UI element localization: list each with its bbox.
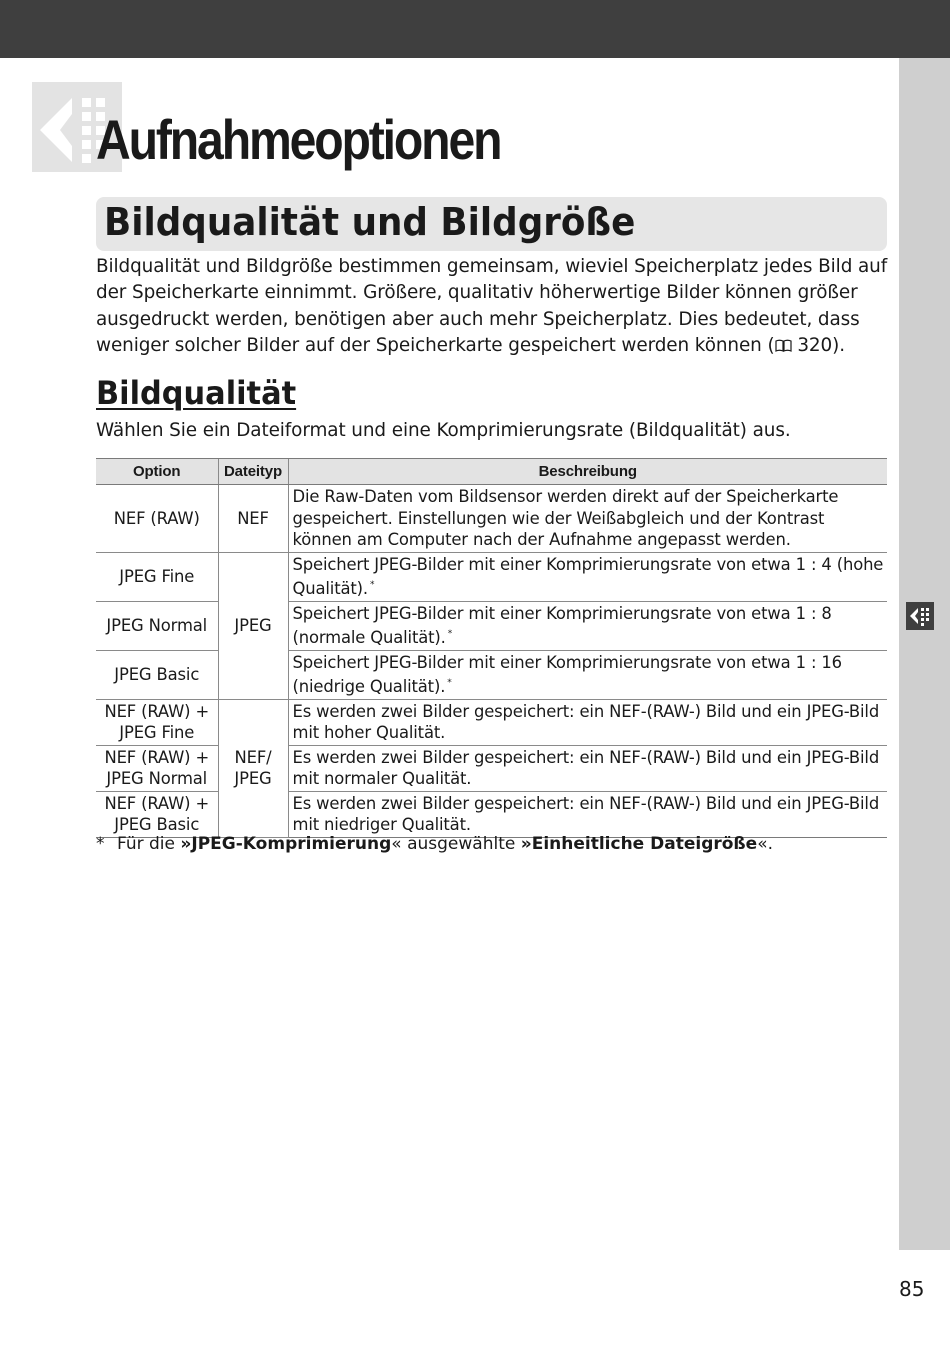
image-quality-table — [96, 458, 887, 838]
option-line: NEF (RAW) + — [104, 793, 210, 813]
option-cell — [96, 745, 218, 791]
footnote-menu-item: »JPEG-Komprimierung — [180, 834, 392, 854]
intro-text-end: ). — [832, 334, 845, 356]
table-row — [96, 552, 887, 601]
option-line: JPEG Normal — [106, 769, 208, 788]
option-cell: NEF (RAW) — [96, 485, 218, 553]
table-row — [96, 485, 887, 553]
table-footnote — [96, 832, 773, 856]
table-row — [96, 650, 887, 699]
description-cell — [288, 552, 887, 601]
page-number: 85 — [899, 1277, 925, 1301]
top-bar — [0, 0, 950, 58]
subsection-lead: Wählen Sie ein Dateiformat und eine Komprimierungsrate (Bildqualität) aus. — [96, 420, 791, 441]
footnote-mark: * — [447, 629, 453, 639]
option-line: JPEG Fine — [119, 723, 195, 742]
camera-menu-icon — [906, 602, 934, 630]
description-text: Speichert JPEG-Bilder mit einer Komprimierungsrate von etwa 1 : 4 (hohe Qualität). — [292, 554, 884, 598]
page-reference-link[interactable]: 320 — [797, 334, 833, 356]
filetype-line: NEF/ — [234, 747, 272, 767]
description-cell: Es werden zwei Bilder gespeichert: ein NEF-(RAW-) Bild und ein JPEG-Bild mit normaler Qualität. — [288, 745, 887, 791]
footnote-mark: * — [447, 678, 452, 688]
header-beschreibung: Beschreibung — [288, 459, 887, 485]
option-cell — [96, 791, 218, 837]
description-cell: Die Raw-Daten vom Bildsensor werden direkt auf der Speicherkarte gespeichert. Einstellungen wie der Weißabgleich und der Kontrast können am Computer nach der Aufnahme angepasst werden. — [288, 485, 887, 553]
footnote-text: «. — [757, 834, 773, 854]
table-row — [96, 745, 887, 791]
footnote-text: Für die — [117, 834, 181, 854]
description-text: Speichert JPEG-Bilder mit einer Komprimierungsrate von etwa 1 : 8 (normale Qualität). — [292, 603, 832, 647]
description-cell — [288, 650, 887, 699]
chapter-side-tab — [899, 58, 950, 1250]
description-cell — [288, 601, 887, 650]
table-row — [96, 699, 887, 745]
footnote-text: « ausgewählte — [391, 834, 521, 854]
header-dateityp: Dateityp — [218, 459, 288, 485]
table-row — [96, 601, 887, 650]
description-cell: Es werden zwei Bilder gespeichert: ein NEF-(RAW-) Bild und ein JPEG-Bild mit niedriger Qualität. — [288, 791, 887, 837]
filetype-line: JPEG — [234, 769, 272, 788]
description-text: Speichert JPEG-Bilder mit einer Komprimierungsrate von etwa 1 : 16 (niedrige Qualität). — [292, 652, 842, 696]
option-line: NEF (RAW) + — [104, 747, 210, 767]
description-cell: Es werden zwei Bilder gespeichert: ein NEF-(RAW-) Bild und ein JPEG-Bild mit hoher Qualität. — [288, 699, 887, 745]
filetype-cell — [218, 699, 288, 837]
intro-paragraph — [96, 254, 896, 359]
option-line: JPEG Basic — [114, 815, 200, 834]
option-cell: JPEG Fine — [96, 552, 218, 601]
table-header-row — [96, 459, 887, 485]
chapter-title: Aufnahmeoptionen — [96, 108, 501, 171]
filetype-cell: NEF — [218, 485, 288, 553]
footnote-asterisk: * — [96, 834, 105, 854]
header-option: Option — [96, 459, 218, 485]
option-cell: JPEG Normal — [96, 601, 218, 650]
intro-text: Bildqualität und Bildgröße bestimmen gemeinsam, wieviel Speicherplatz jedes Bild auf der Speicherkarte einnimmt. Größere, qualitativ höherwertige Bilder können größer ausgedruckt werden, benötigen aber auch mehr Speicherplatz. Dies bedeutet, dass weniger solcher Bilder auf der Speicherkarte gespeichert werden können ( — [96, 256, 888, 356]
book-icon[interactable] — [775, 335, 792, 356]
option-line: NEF (RAW) + — [104, 701, 210, 721]
filetype-cell: JPEG — [218, 552, 288, 699]
footnote-option: »Einheitliche Dateigröße — [520, 834, 758, 854]
option-cell — [96, 699, 218, 745]
option-cell: JPEG Basic — [96, 650, 218, 699]
subsection-title: Bildqualität — [96, 374, 297, 412]
table-row — [96, 791, 887, 837]
footnote-mark: * — [369, 580, 375, 590]
section-title: Bildqualität und Bildgröße — [104, 200, 636, 244]
